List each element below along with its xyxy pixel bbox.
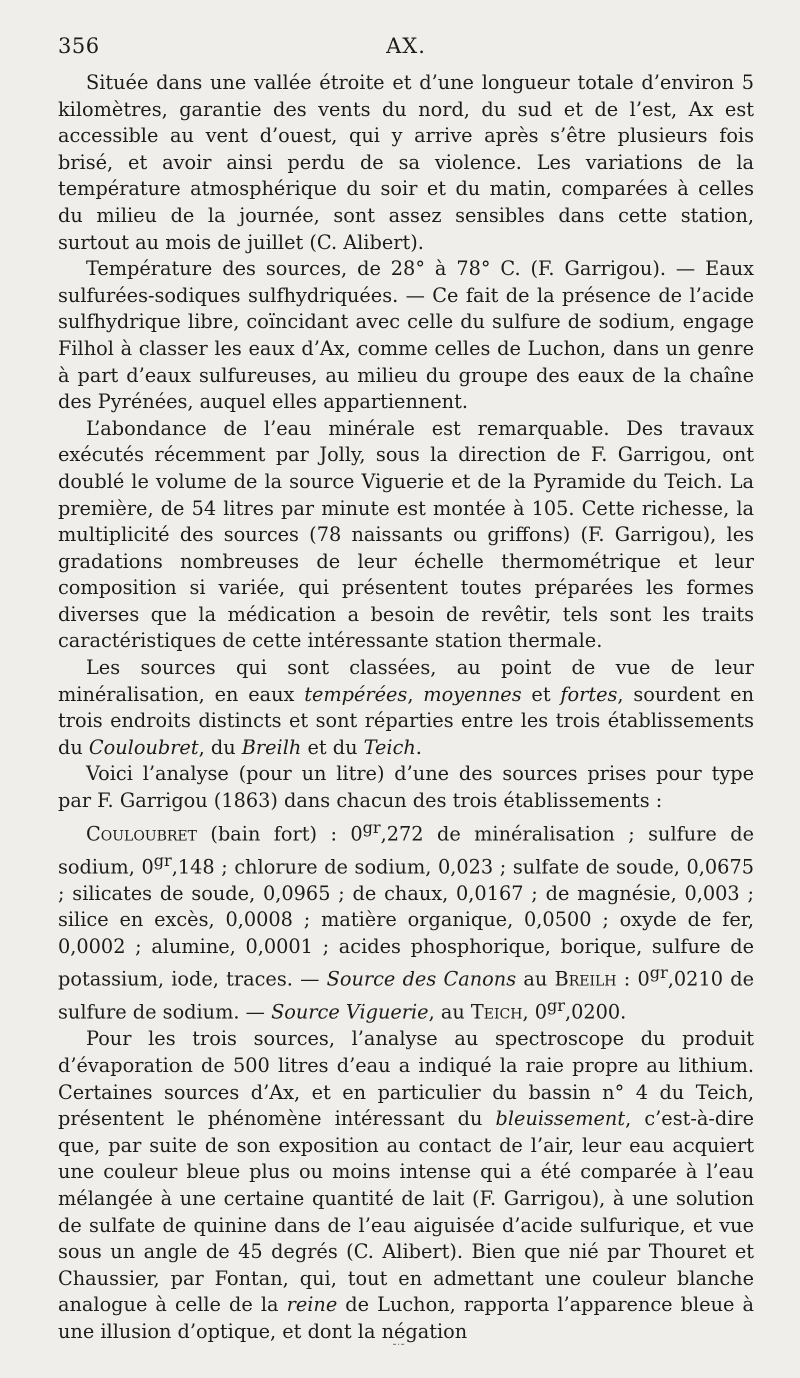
paragraph-analysis: Couloubret (bain fort) : $0^{gr},272$ de minéralisation ; sulfure de sodium, $0^{gr},148$ ; chlorure de sodium, 0,023 ; sulfate de soude, 0,0675 ; silicates de soude, 0,0965 ; de chaux, 0,0167 ; de magnésie, 0,003 ; silice en excès, 0,0008 ; matière organique, 0,0500 ; oxyde de fer, 0,0002 ; alumine, 0,0001 ; acides phosphorique, borique, sulfure de potassium, iode, traces. — Source des Canons au Breilh : $0^{gr},0210$ de sulfure de sodium. — Source Viguerie, au Teich, $0^{gr},0200$.: [58, 817, 754, 1024]
page-number: 356: [58, 34, 100, 58]
paragraph-situation: Située dans une vallée étroite et d’une longueur totale d’environ 5 kilomètres, garantie des vents du nord, du sud et de l’est, Ax est accessible au vent d’ouest, qui y arrive après s’être plusieurs fois brisé, et avoir ainsi perdu de sa violence. Les variations de la température atmosphérique du soir et du matin, comparées à celles du milieu de la journée, sont assez sensibles dans cette station, surtout au mois de juillet (C. Alibert).: [58, 71, 754, 254]
paragraph-analysis-intro: Voici l’analyse (pour un litre) d’une des sources prises pour type par F. Garrigou (1863) dans chacun des trois établissements :: [58, 762, 754, 813]
printer-mark: ⁃‧⁃: [392, 1340, 406, 1351]
paragraph-classification: Les sources qui sont classées, au point de vue de leur minéralisation, en eaux tempérées, moyennes et fortes, sourdent en trois endroits distincts et sont réparties entre les trois établissements du Couloubret, du Breilh et du Teich.: [58, 656, 754, 759]
paragraph-temperature: Température des sources, de 28° à 78° C. (F. Garrigou). — Eaux sulfurées-sodiques sulfhydriquées. — Ce fait de la présence de l’acide sulfhydrique libre, coïncidant avec celle du sulfure de sodium, engage Filhol à classer les eaux d’Ax, comme celles de Luchon, dans un genre à part d’eaux sulfureuses, au milieu du groupe des eaux de la chaîne des Pyrénées, auquel elles appartiennent.: [58, 257, 754, 414]
body-text: [58, 70, 754, 1346]
paragraph-abundance: L’abondance de l’eau minérale est remarquable. Des travaux exécutés récemment par Jolly, sous la direction de F. Garrigou, ont doublé le volume de la source Viguerie et de la Pyramide du Teich. La première, de 54 litres par minute est montée à 105. Cette richesse, la multiplicité des sources (78 naissants ou griffons) (F. Garrigou), les gradations nombreuses de leur échelle thermométrique et leur composition si variée, qui présentent toutes préparées les formes diverses que la médication a besoin de revêtir, tels sont les traits caractéristiques de cette intéressante station thermale.: [58, 416, 754, 653]
page-header: [58, 34, 754, 64]
paragraph-bleuissement: Pour les trois sources, l’analyse au spectroscope du produit d’évaporation de 500 litres d’eau a indiqué la raie propre au lithium. Certaines sources d’Ax, et en particulier du bassin n° 4 du Teich, présentent le phénomène intéressant du bleuissement, c’est-à-dire que, par suite de son exposition au contact de l’air, leur eau acquiert une couleur bleue plus ou moins intense qui a été comparée à l’eau mélangée à une certaine quantité de lait (F. Garrigou), à une solution de sulfate de quinine dans de l’eau aiguisée d’acide sulfurique, et vue sous un angle de 45 degrés (C. Alibert). Bien que nié par Thouret et Chaussier, par Fontan, qui, tout en admettant une couleur blanche analogue à celle de la reine de Luchon, rapporta l’apparence bleue à une illusion d’optique, et dont la négation: [58, 1027, 755, 1343]
running-head: AX.: [386, 34, 426, 58]
